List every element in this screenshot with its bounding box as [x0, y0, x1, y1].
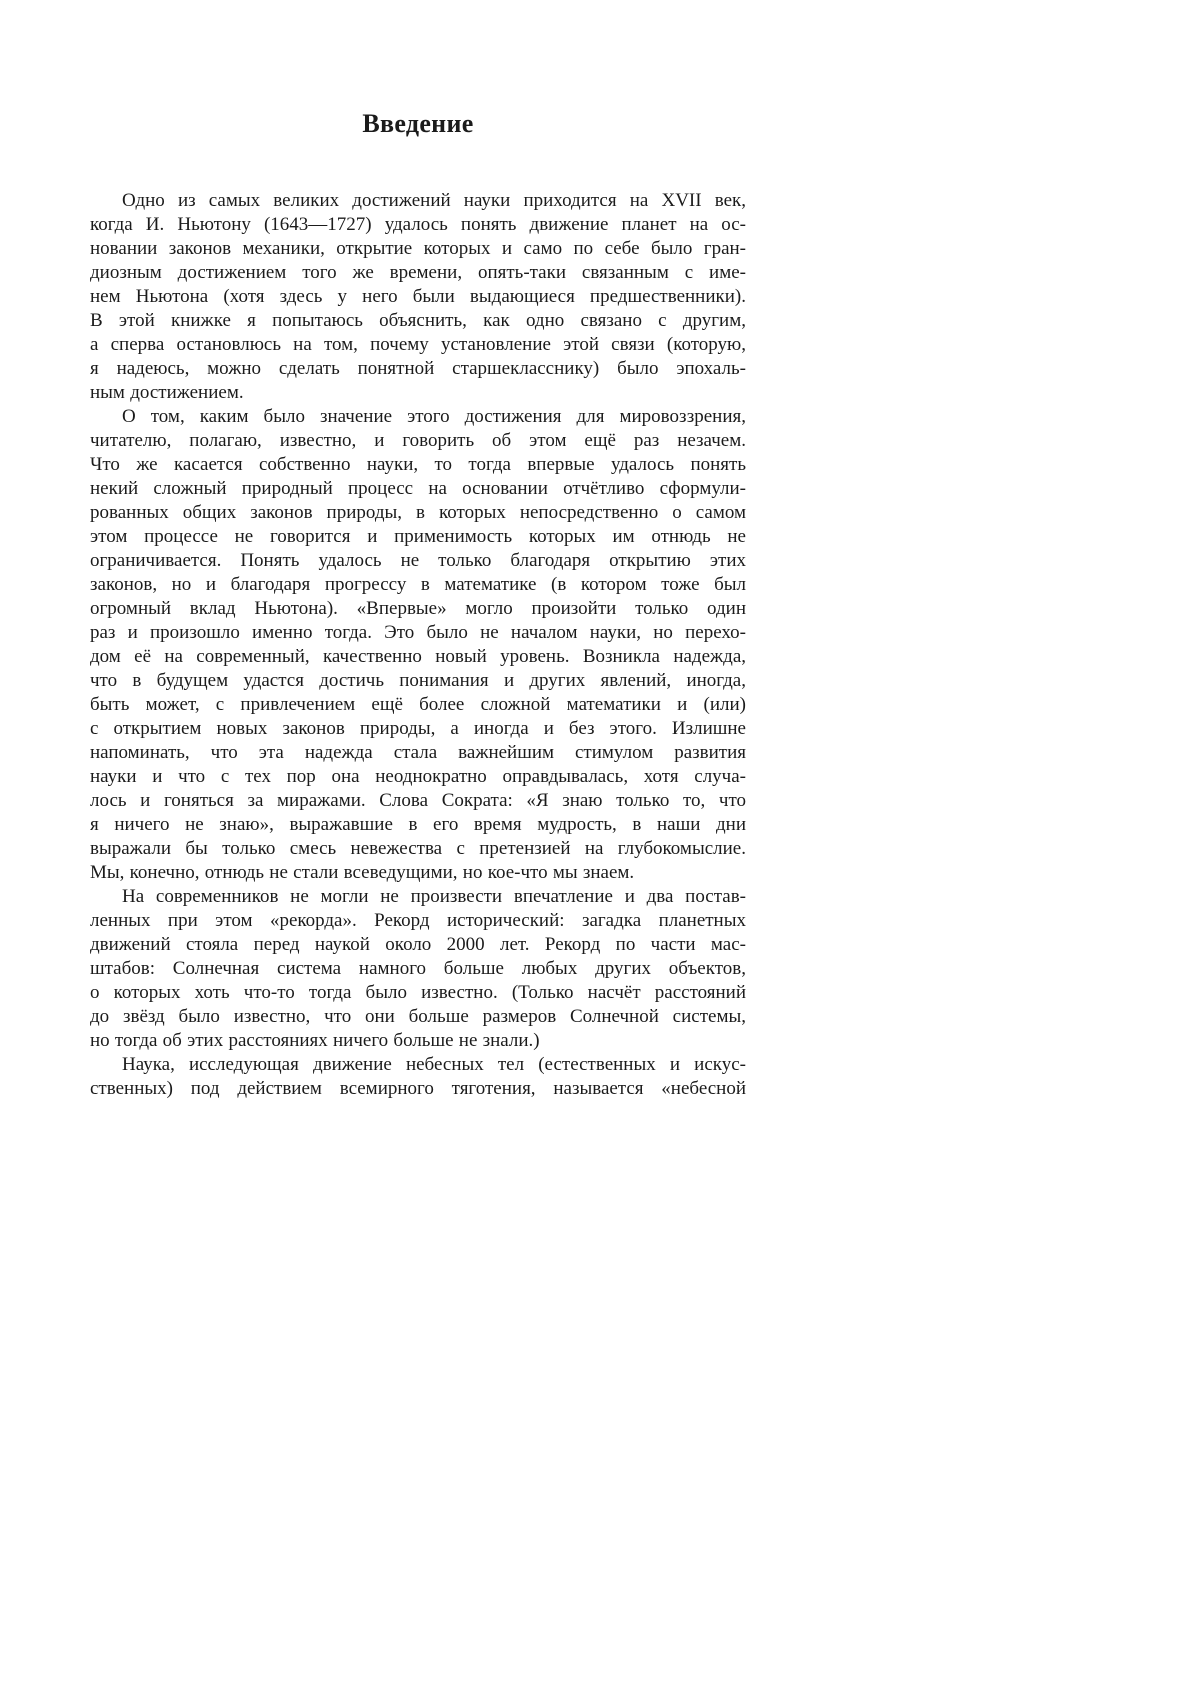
text-line: Наука, исследующая движение небесных тел (естественных и искус- [122, 1054, 746, 1075]
text-line: Мы, конечно, отнюдь не стали всеведущими, но кое-что мы знаем. [90, 862, 635, 883]
text-line: На современников не могли не произвести впечатление и два постав- [122, 886, 746, 907]
body-text [90, 189, 746, 1101]
text-line: раз и произошло именно тогда. Это было не началом науки, но перехо- [90, 622, 746, 643]
paragraph [90, 405, 746, 885]
text-line: ным достижением. [90, 382, 244, 403]
text-line: что в будущем удастся достичь понимания и других явлений, иногда, [90, 670, 746, 691]
text-line: о которых хоть что-то тогда было известно. (Только насчёт расстояний [90, 982, 746, 1003]
text-line: с открытием новых законов природы, а иногда и без этого. Излишне [90, 718, 746, 739]
text-line: диозным достижением того же времени, опять-таки связанным с име- [90, 262, 746, 283]
text-line: я ничего не знаю», выражавшие в его время мудрость, в наши дни [90, 814, 746, 835]
text-line: напоминать, что эта надежда стала важнейшим стимулом развития [90, 742, 746, 763]
text-line: лось и гоняться за миражами. Слова Сократа: «Я знаю только то, что [90, 790, 746, 811]
text-line: законов, но и благодаря прогрессу в математике (в котором тоже был [90, 574, 746, 595]
text-line: ственных) под действием всемирного тяготения, называется «небесной [90, 1078, 746, 1099]
text-line: этом процессе не говорится и применимость которых им отнюдь не [90, 526, 746, 547]
text-line: В этой книжке я попытаюсь объяснить, как одно связано с другим, [90, 310, 746, 331]
text-line: когда И. Ньютону (1643—1727) удалось понять движение планет на ос- [90, 214, 746, 235]
text-line: дом её на современный, качественно новый уровень. Возникла надежда, [90, 646, 746, 667]
text-line: нем Ньютона (хотя здесь у него были выдающиеся предшественники). [90, 286, 746, 307]
page-title: Введение [362, 109, 474, 138]
text-line: а сперва остановлюсь на том, почему установление этой связи (которую, [90, 334, 746, 355]
text-line: я надеюсь, можно сделать понятной старшекласснику) было эпохаль- [90, 358, 746, 379]
text-line: быть может, с привлечением ещё более сложной математики и (или) [90, 694, 746, 715]
text-line: до звёзд было известно, что они больше размеров Солнечной системы, [90, 1006, 746, 1027]
text-line: движений стояла перед наукой около 2000 лет. Рекорд по части мас- [90, 934, 746, 955]
text-line: огромный вклад Ньютона). «Впервые» могло произойти только один [90, 598, 746, 619]
text-line: штабов: Солнечная система намного больше любых других объектов, [90, 958, 746, 979]
text-line: ограничивается. Понять удалось не только благодаря открытию этих [90, 550, 746, 571]
text-line: новании законов механики, открытие которых и само по себе было гран- [90, 238, 746, 259]
text-line: читателю, полагаю, известно, и говорить об этом ещё раз незачем. [90, 430, 746, 451]
text-line: рованных общих законов природы, в которых непосредственно о самом [90, 502, 746, 523]
paragraph [90, 885, 746, 1053]
text-line: О том, каким было значение этого достижения для мировоззрения, [122, 406, 746, 427]
text-line: ленных при этом «рекорда». Рекорд исторический: загадка планетных [90, 910, 746, 931]
text-line: но тогда об этих расстояниях ничего больше не знали.) [90, 1030, 540, 1051]
text-line: некий сложный природный процесс на основании отчётливо сформули- [90, 478, 746, 499]
text-line: Что же касается собственно науки, то тогда впервые удалось понять [90, 454, 746, 475]
text-line: выражали бы только смесь невежества с претензией на глубокомыслие. [90, 838, 746, 859]
text-line: науки и что с тех пор она неоднократно оправдывалась, хотя случа- [90, 766, 746, 787]
paragraph [90, 1053, 746, 1101]
text-line: Одно из самых великих достижений науки приходится на XVII век, [122, 190, 746, 211]
paragraph [90, 189, 746, 405]
